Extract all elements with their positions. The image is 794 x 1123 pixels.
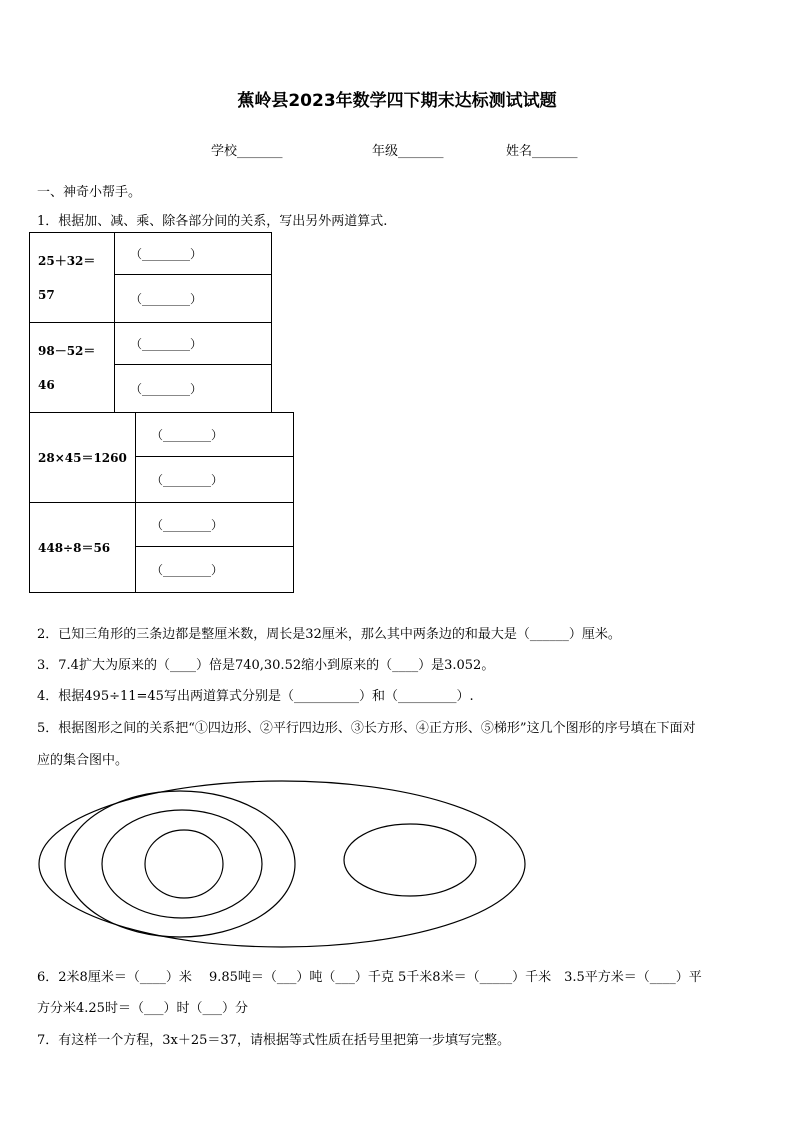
- question-5-line-2: 应的集合图中。: [37, 753, 129, 768]
- school-field[interactable]: 学校_______: [211, 144, 283, 159]
- section-heading: 一、神奇小帮手。: [37, 185, 142, 200]
- answer-blank[interactable]: （________）: [115, 233, 272, 275]
- set-ellipse-parallelogram[interactable]: [65, 791, 295, 937]
- set-ellipse-trapezoid[interactable]: [344, 824, 476, 896]
- page-title: 蕉岭县2023年数学四下期末达标测试试题: [237, 91, 557, 111]
- set-diagram: [30, 778, 530, 954]
- answer-blank[interactable]: （________）: [115, 275, 272, 323]
- name-field[interactable]: 姓名_______: [506, 144, 578, 159]
- equation-text: 98－52＝: [38, 343, 96, 358]
- question-4: 4．根据495÷11=45写出两道算式分别是（__________）和（_________）.: [37, 689, 474, 704]
- equation-cell: [30, 323, 115, 413]
- set-ellipse-outer[interactable]: [39, 781, 525, 947]
- question-5-line-1: 5．根据图形之间的关系把“①四边形、②平行四边形、③长方形、④正方形、⑤梯形”这几个图形的序号填在下面对: [37, 721, 696, 736]
- answer-blank[interactable]: （________）: [115, 323, 272, 365]
- answer-blank[interactable]: （________）: [136, 503, 294, 547]
- equation-table-2: [29, 412, 294, 593]
- equation-text: 46: [38, 377, 55, 392]
- equation-text: 25＋32＝: [38, 253, 96, 268]
- answer-blank[interactable]: （________）: [115, 365, 272, 413]
- question-1: 1．根据加、减、乘、除各部分间的关系，写出另外两道算式.: [37, 214, 388, 229]
- answer-blank[interactable]: （________）: [136, 547, 294, 593]
- equation-cell: 28×45＝1260: [30, 413, 136, 503]
- question-6-line-1: 6．2米8厘米＝（____）米 9.85吨＝（___）吨（___）千克 5千米8米＝（_____）千米 3.5平方米＝（____）平: [37, 970, 702, 985]
- grade-field[interactable]: 年级_______: [372, 144, 444, 159]
- equation-cell: [30, 233, 115, 323]
- equation-cell: 448÷8＝56: [30, 503, 136, 593]
- answer-blank[interactable]: （________）: [136, 457, 294, 503]
- question-6-line-2: 方分米4.25时＝（___）时（___）分: [37, 1001, 248, 1016]
- question-3: 3．7.4扩大为原来的（____）倍是740,30.52缩小到原来的（____）是3.052。: [37, 658, 495, 673]
- question-7: 7．有这样一个方程，3x＋25＝37，请根据等式性质在括号里把第一步填写完整。: [37, 1033, 510, 1048]
- question-2: 2．已知三角形的三条边都是整厘米数，周长是32厘米，那么其中两条边的和最大是（______）厘米。: [37, 627, 621, 642]
- set-ellipse-square[interactable]: [145, 830, 223, 898]
- answer-blank[interactable]: （________）: [136, 413, 294, 457]
- set-ellipse-rectangle[interactable]: [102, 810, 262, 918]
- equation-text: 57: [38, 287, 55, 302]
- equation-table-1: [29, 232, 272, 413]
